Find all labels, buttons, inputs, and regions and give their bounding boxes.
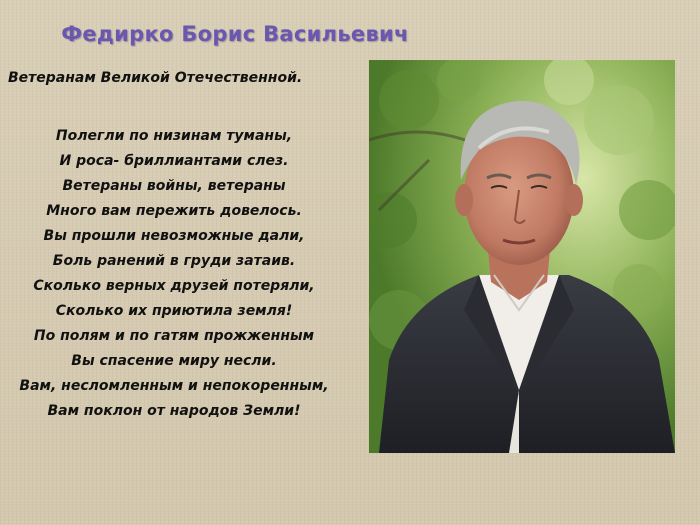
poem-line: Сколько их приютила земля! <box>55 303 293 319</box>
page-title: Федирко Борис Васильевич <box>61 22 409 46</box>
poem-line: Вы прошли невозможные дали, <box>43 228 305 244</box>
poem-line: По полям и по гатям прожженным <box>33 328 315 344</box>
portrait-illustration <box>369 60 675 453</box>
poem-line: Вы спасение миру несли. <box>71 353 277 369</box>
poem-line: И роса- бриллиантами слез. <box>59 153 289 169</box>
poem-line: Много вам пережить довелось. <box>46 203 302 219</box>
poem-dedication: Ветеранам Великой Отечественной. <box>8 70 303 86</box>
poem-line: Сколько верных друзей потеряли, <box>33 278 315 294</box>
poem-line: Вам, несломленным и непокоренным, <box>19 378 329 394</box>
poem-line: Ветераны войны, ветераны <box>62 178 286 194</box>
poem-text <box>0 124 348 424</box>
portrait-photo <box>369 60 675 453</box>
poem-line: Вам поклон от народов Земли! <box>47 403 301 419</box>
poem-line: Полегли по низинам туманы, <box>55 128 293 144</box>
poem-line: Боль ранений в груди затаив. <box>52 253 296 269</box>
